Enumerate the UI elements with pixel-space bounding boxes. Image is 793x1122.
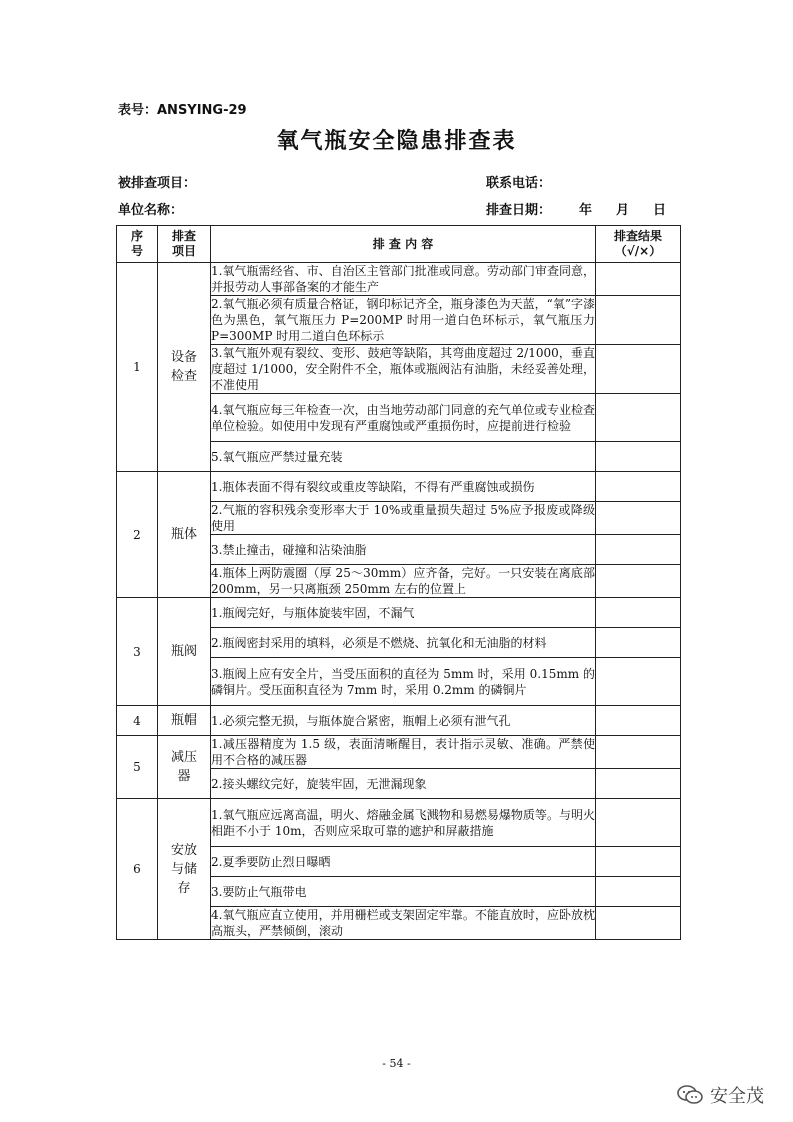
row-category: 瓶阀 (158, 598, 211, 706)
result-cell[interactable] (596, 472, 681, 502)
result-cell[interactable] (596, 877, 681, 907)
table-body (117, 263, 681, 940)
result-cell[interactable] (596, 535, 681, 565)
inspection-item: 2.接头螺纹完好，旋装牢固，无泄漏现象 (211, 769, 596, 799)
result-cell[interactable] (596, 736, 681, 769)
result-cell[interactable] (596, 628, 681, 658)
watermark-text: 安全茂 (710, 1086, 764, 1107)
inspection-item: 1.瓶体表面不得有裂纹或重皮等缺陷，不得有严重腐蚀或损伤 (211, 472, 596, 502)
row-number: 6 (117, 799, 158, 940)
result-cell[interactable] (596, 502, 681, 535)
table-row (117, 598, 681, 628)
date-day: 日 (653, 203, 667, 218)
row-category: 瓶帽 (158, 706, 211, 736)
result-cell[interactable] (596, 565, 681, 598)
result-cell[interactable] (596, 442, 681, 472)
form-number: 表号：ANSYING-29 (118, 103, 247, 118)
inspection-item: 1.减压器精度为 1.5 级，表面清晰醒目，表计指示灵敏、准确。严禁使用不合格的减压器 (211, 737, 595, 767)
result-cell[interactable] (596, 345, 681, 394)
col-header-content: 排 查 内 容 (211, 226, 596, 263)
table-header-row (117, 226, 681, 263)
row-number: 4 (117, 706, 158, 736)
table-row (117, 263, 681, 296)
inspection-item: 2.气瓶的容积残余变形率大于 10%或重量损失超过 5%应予报废或降级使用 (211, 503, 595, 533)
row-category: 设备检查 (158, 263, 211, 472)
unit-label: 单位名称： (118, 203, 184, 218)
table-row (117, 706, 681, 736)
col-header-result: 排查结果（√/×） (596, 226, 681, 263)
inspection-item: 1.瓶阀完好，与瓶体旋装牢固，不漏气 (211, 598, 596, 628)
phone-label: 联系电话： (486, 176, 552, 191)
result-cell[interactable] (596, 706, 681, 736)
result-cell[interactable] (596, 799, 681, 847)
row-category: 减压器 (158, 736, 211, 799)
result-cell[interactable] (596, 769, 681, 799)
inspection-item: 3.要防止气瓶带电 (211, 877, 596, 907)
date-label: 排查日期： (486, 203, 552, 218)
result-cell[interactable] (596, 658, 681, 706)
date-month: 月 (616, 203, 630, 218)
inspection-item: 2.瓶阀密封采用的填料，必须是不燃烧、抗氧化和无油脂的材料 (211, 628, 596, 658)
result-cell[interactable] (596, 263, 681, 296)
inspection-item: 1.必须完整无损，与瓶体旋合紧密，瓶帽上必须有泄气孔 (211, 706, 596, 736)
inspection-item: 2.夏季要防止烈日曝晒 (211, 847, 596, 877)
row-category: 瓶体 (158, 472, 211, 598)
col-header-category: 排查项目 (158, 226, 211, 263)
page-number: - 54 - (382, 1057, 411, 1070)
inspection-item: 1.氧气瓶需经省、市、自治区主管部门批准或同意。劳动部门审查同意，并报劳动人事部备案的才能生产 (211, 264, 595, 294)
inspection-item: 4.氧气瓶应直立使用，并用栅栏或支架固定牢靠。不能直放时，应卧放枕高瓶头，严禁倾倒，滚动 (211, 908, 595, 938)
result-cell[interactable] (596, 598, 681, 628)
table-row (117, 799, 681, 847)
inspection-item: 2.氧气瓶必须有质量合格证，钢印标记齐全，瓶身漆色为天蓝，“氧”字漆色为黑色，氧气瓶压力 P=200MP 时用一道白色环标示，氧气瓶压力 P=300MP 时用二道白色环标示 (211, 297, 595, 343)
row-number: 2 (117, 472, 158, 598)
inspection-table (116, 225, 681, 940)
row-number: 5 (117, 736, 158, 799)
wechat-icon (676, 1084, 704, 1106)
inspection-item: 3.瓶阀上应有安全片，当受压面积的直径为 5mm 时，采用 0.15mm 的磷铜片。受压面积直径为 7mm 时，采用 0.2mm 的磷铜片 (211, 658, 596, 706)
document-title: 氧气瓶安全隐患排查表 (276, 129, 517, 154)
row-category: 安放与储存 (158, 799, 211, 940)
row-number: 1 (117, 263, 158, 472)
result-cell[interactable] (596, 394, 681, 442)
row-number: 3 (117, 598, 158, 706)
table-row (117, 736, 681, 769)
col-header-no: 序号 (117, 226, 158, 263)
date-field (486, 199, 666, 218)
inspection-item: 1.氧气瓶应远离高温，明火、熔融金属飞溅物和易燃易爆物质等。与明火相距不小于 10m，否则应采取可靠的遮护和屏蔽措施 (211, 799, 596, 847)
date-year: 年 (579, 203, 593, 218)
result-cell[interactable] (596, 907, 681, 940)
inspection-item: 3.禁止撞击，碰撞和沾染油脂 (211, 535, 596, 565)
project-label: 被排查项目： (118, 176, 197, 191)
inspection-item: 4.氧气瓶应每三年检查一次，由当地劳动部门同意的充气单位或专业检查单位检验。如使用中发现有严重腐蚀或严重损伤时，应提前进行检验 (211, 394, 596, 442)
table-row (117, 472, 681, 502)
inspection-item: 4.瓶体上两防震圈（厚 25～30mm）应齐备，完好。一只安装在离底部 200mm，另一只离瓶颈 250mm 左右的位置上 (211, 566, 595, 596)
watermark (676, 1082, 764, 1108)
inspection-item: 3.氧气瓶外观有裂纹、变形、鼓疤等缺陷，其弯曲度超过 2/1000，垂直度超过 1/1000，安全附件不全，瓶体或瓶阀沾有油脂，未经妥善处理，不准使用 (211, 346, 595, 392)
result-cell[interactable] (596, 296, 681, 345)
result-cell[interactable] (596, 847, 681, 877)
inspection-item: 5.氧气瓶应严禁过量充装 (211, 442, 596, 472)
